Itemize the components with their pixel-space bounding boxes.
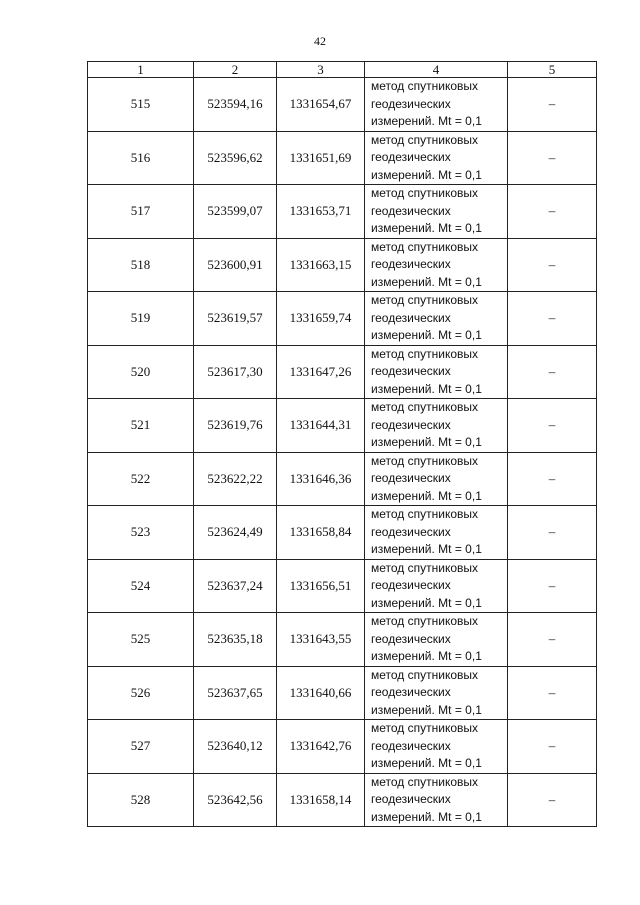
page-number: 42	[314, 34, 326, 48]
y-coordinate-cell: 1331658,84	[277, 506, 365, 560]
table-row	[88, 399, 597, 453]
y-coordinate-cell: 1331640,66	[277, 666, 365, 720]
y-coordinate-cell: 1331654,67	[277, 78, 365, 132]
point-number-cell: 518	[88, 238, 194, 292]
method-line: геодезических	[371, 364, 451, 378]
y-coordinate-cell: 1331642,76	[277, 720, 365, 774]
method-line: метод спутниковых	[371, 721, 479, 735]
method-cell	[365, 131, 508, 185]
method-cell	[365, 666, 508, 720]
column-header-2: 2	[194, 62, 277, 78]
method-cell	[365, 292, 508, 346]
y-coordinate-cell: 1331643,55	[277, 613, 365, 667]
method-line: геодезических	[371, 471, 451, 485]
method-line: геодезических	[371, 150, 451, 164]
method-line: геодезических	[371, 417, 451, 432]
note-cell: –	[508, 292, 597, 346]
method-line: измерений. Mt = 0,1	[371, 167, 482, 182]
method-line: метод спутниковых	[371, 186, 479, 200]
coordinates-table	[87, 61, 597, 827]
note-cell: –	[508, 78, 597, 132]
point-number-cell: 519	[88, 292, 194, 346]
table-row	[88, 506, 597, 560]
point-number-cell: 527	[88, 720, 194, 774]
method-line: метод спутниковых	[371, 614, 479, 628]
x-coordinate-cell: 523619,76	[194, 399, 277, 453]
table-row	[88, 78, 597, 132]
method-cell	[365, 452, 508, 506]
method-line: геодезических	[371, 524, 451, 539]
point-number-cell: 520	[88, 345, 194, 399]
method-line: измерений. Mt = 0,1	[371, 488, 482, 503]
note-cell: –	[508, 773, 597, 827]
note-cell: –	[508, 506, 597, 560]
method-line: измерений. Mt = 0,1	[371, 809, 482, 824]
method-line: геодезических	[371, 685, 451, 699]
y-coordinate-cell: 1331656,51	[277, 559, 365, 613]
table-row	[88, 238, 597, 292]
method-cell	[365, 185, 508, 239]
y-coordinate-cell: 1331646,36	[277, 452, 365, 506]
method-line: измерений. Mt = 0,1	[371, 595, 482, 610]
method-line: геодезических	[371, 203, 451, 218]
method-cell	[365, 773, 508, 827]
x-coordinate-cell: 523594,16	[194, 78, 277, 132]
method-cell	[365, 613, 508, 667]
x-coordinate-cell: 523635,18	[194, 613, 277, 667]
method-line: метод спутниковых	[371, 774, 479, 789]
y-coordinate-cell: 1331653,71	[277, 185, 365, 239]
method-line: измерений. Mt = 0,1	[371, 649, 482, 663]
table-row	[88, 131, 597, 185]
point-number-cell: 517	[88, 185, 194, 239]
method-line: геодезических	[371, 310, 451, 325]
y-coordinate-cell: 1331647,26	[277, 345, 365, 399]
column-header-1: 1	[88, 62, 194, 78]
method-line: измерений. Mt = 0,1	[371, 328, 482, 342]
x-coordinate-cell: 523624,49	[194, 506, 277, 560]
note-cell: –	[508, 345, 597, 399]
method-line: метод спутниковых	[371, 293, 479, 307]
method-cell	[365, 399, 508, 453]
method-line: геодезических	[371, 578, 451, 592]
x-coordinate-cell: 523622,22	[194, 452, 277, 506]
table-row	[88, 345, 597, 399]
note-cell: –	[508, 185, 597, 239]
table-header-row	[88, 62, 597, 78]
table-row	[88, 292, 597, 346]
method-line: измерений. Mt = 0,1	[371, 756, 482, 770]
y-coordinate-cell: 1331658,14	[277, 773, 365, 827]
table-row	[88, 773, 597, 827]
table-body	[88, 78, 597, 827]
method-line: метод спутниковых	[371, 453, 479, 468]
point-number-cell: 523	[88, 506, 194, 560]
note-cell: –	[508, 131, 597, 185]
table-row	[88, 185, 597, 239]
method-line: геодезических	[371, 738, 451, 753]
y-coordinate-cell: 1331663,15	[277, 238, 365, 292]
note-cell: –	[508, 559, 597, 613]
method-line: геодезических	[371, 257, 451, 271]
method-cell	[365, 506, 508, 560]
point-number-cell: 526	[88, 666, 194, 720]
y-coordinate-cell: 1331659,74	[277, 292, 365, 346]
table-row	[88, 613, 597, 667]
method-line: измерений. Mt = 0,1	[371, 542, 482, 556]
x-coordinate-cell: 523600,91	[194, 238, 277, 292]
point-number-cell: 524	[88, 559, 194, 613]
method-cell	[365, 78, 508, 132]
column-header-3: 3	[277, 62, 365, 78]
method-line: метод спутниковых	[371, 239, 479, 254]
method-line: измерений. Mt = 0,1	[371, 221, 482, 235]
note-cell: –	[508, 399, 597, 453]
method-cell	[365, 559, 508, 613]
note-cell: –	[508, 666, 597, 720]
x-coordinate-cell: 523617,30	[194, 345, 277, 399]
method-cell	[365, 720, 508, 774]
table-row	[88, 720, 597, 774]
table-row	[88, 559, 597, 613]
method-line: метод спутниковых	[371, 132, 479, 147]
column-header-4: 4	[365, 62, 508, 78]
method-line: измерений. Mt = 0,1	[371, 702, 482, 717]
method-line: измерений. Mt = 0,1	[371, 381, 482, 396]
x-coordinate-cell: 523596,62	[194, 131, 277, 185]
x-coordinate-cell: 523619,57	[194, 292, 277, 346]
point-number-cell: 515	[88, 78, 194, 132]
x-coordinate-cell: 523637,24	[194, 559, 277, 613]
x-coordinate-cell: 523599,07	[194, 185, 277, 239]
method-line: геодезических	[371, 96, 451, 111]
method-line: метод спутниковых	[371, 667, 479, 682]
method-line: метод спутниковых	[371, 79, 479, 93]
method-line: метод спутниковых	[371, 560, 479, 575]
note-cell: –	[508, 720, 597, 774]
method-line: измерений. Mt = 0,1	[371, 435, 482, 449]
method-line: метод спутниковых	[371, 400, 479, 414]
method-cell	[365, 345, 508, 399]
point-number-cell: 521	[88, 399, 194, 453]
x-coordinate-cell: 523642,56	[194, 773, 277, 827]
method-line: измерений. Mt = 0,1	[371, 114, 482, 128]
note-cell: –	[508, 452, 597, 506]
method-line: геодезических	[371, 631, 451, 646]
method-line: метод спутниковых	[371, 346, 479, 361]
point-number-cell: 522	[88, 452, 194, 506]
note-cell: –	[508, 238, 597, 292]
point-number-cell: 516	[88, 131, 194, 185]
column-header-5: 5	[508, 62, 597, 78]
method-cell	[365, 238, 508, 292]
note-cell: –	[508, 613, 597, 667]
x-coordinate-cell: 523640,12	[194, 720, 277, 774]
y-coordinate-cell: 1331644,31	[277, 399, 365, 453]
y-coordinate-cell: 1331651,69	[277, 131, 365, 185]
point-number-cell: 525	[88, 613, 194, 667]
method-line: метод спутниковых	[371, 507, 479, 521]
point-number-cell: 528	[88, 773, 194, 827]
method-line: геодезических	[371, 792, 451, 806]
table-row	[88, 666, 597, 720]
table-row	[88, 452, 597, 506]
x-coordinate-cell: 523637,65	[194, 666, 277, 720]
method-line: измерений. Mt = 0,1	[371, 274, 482, 289]
